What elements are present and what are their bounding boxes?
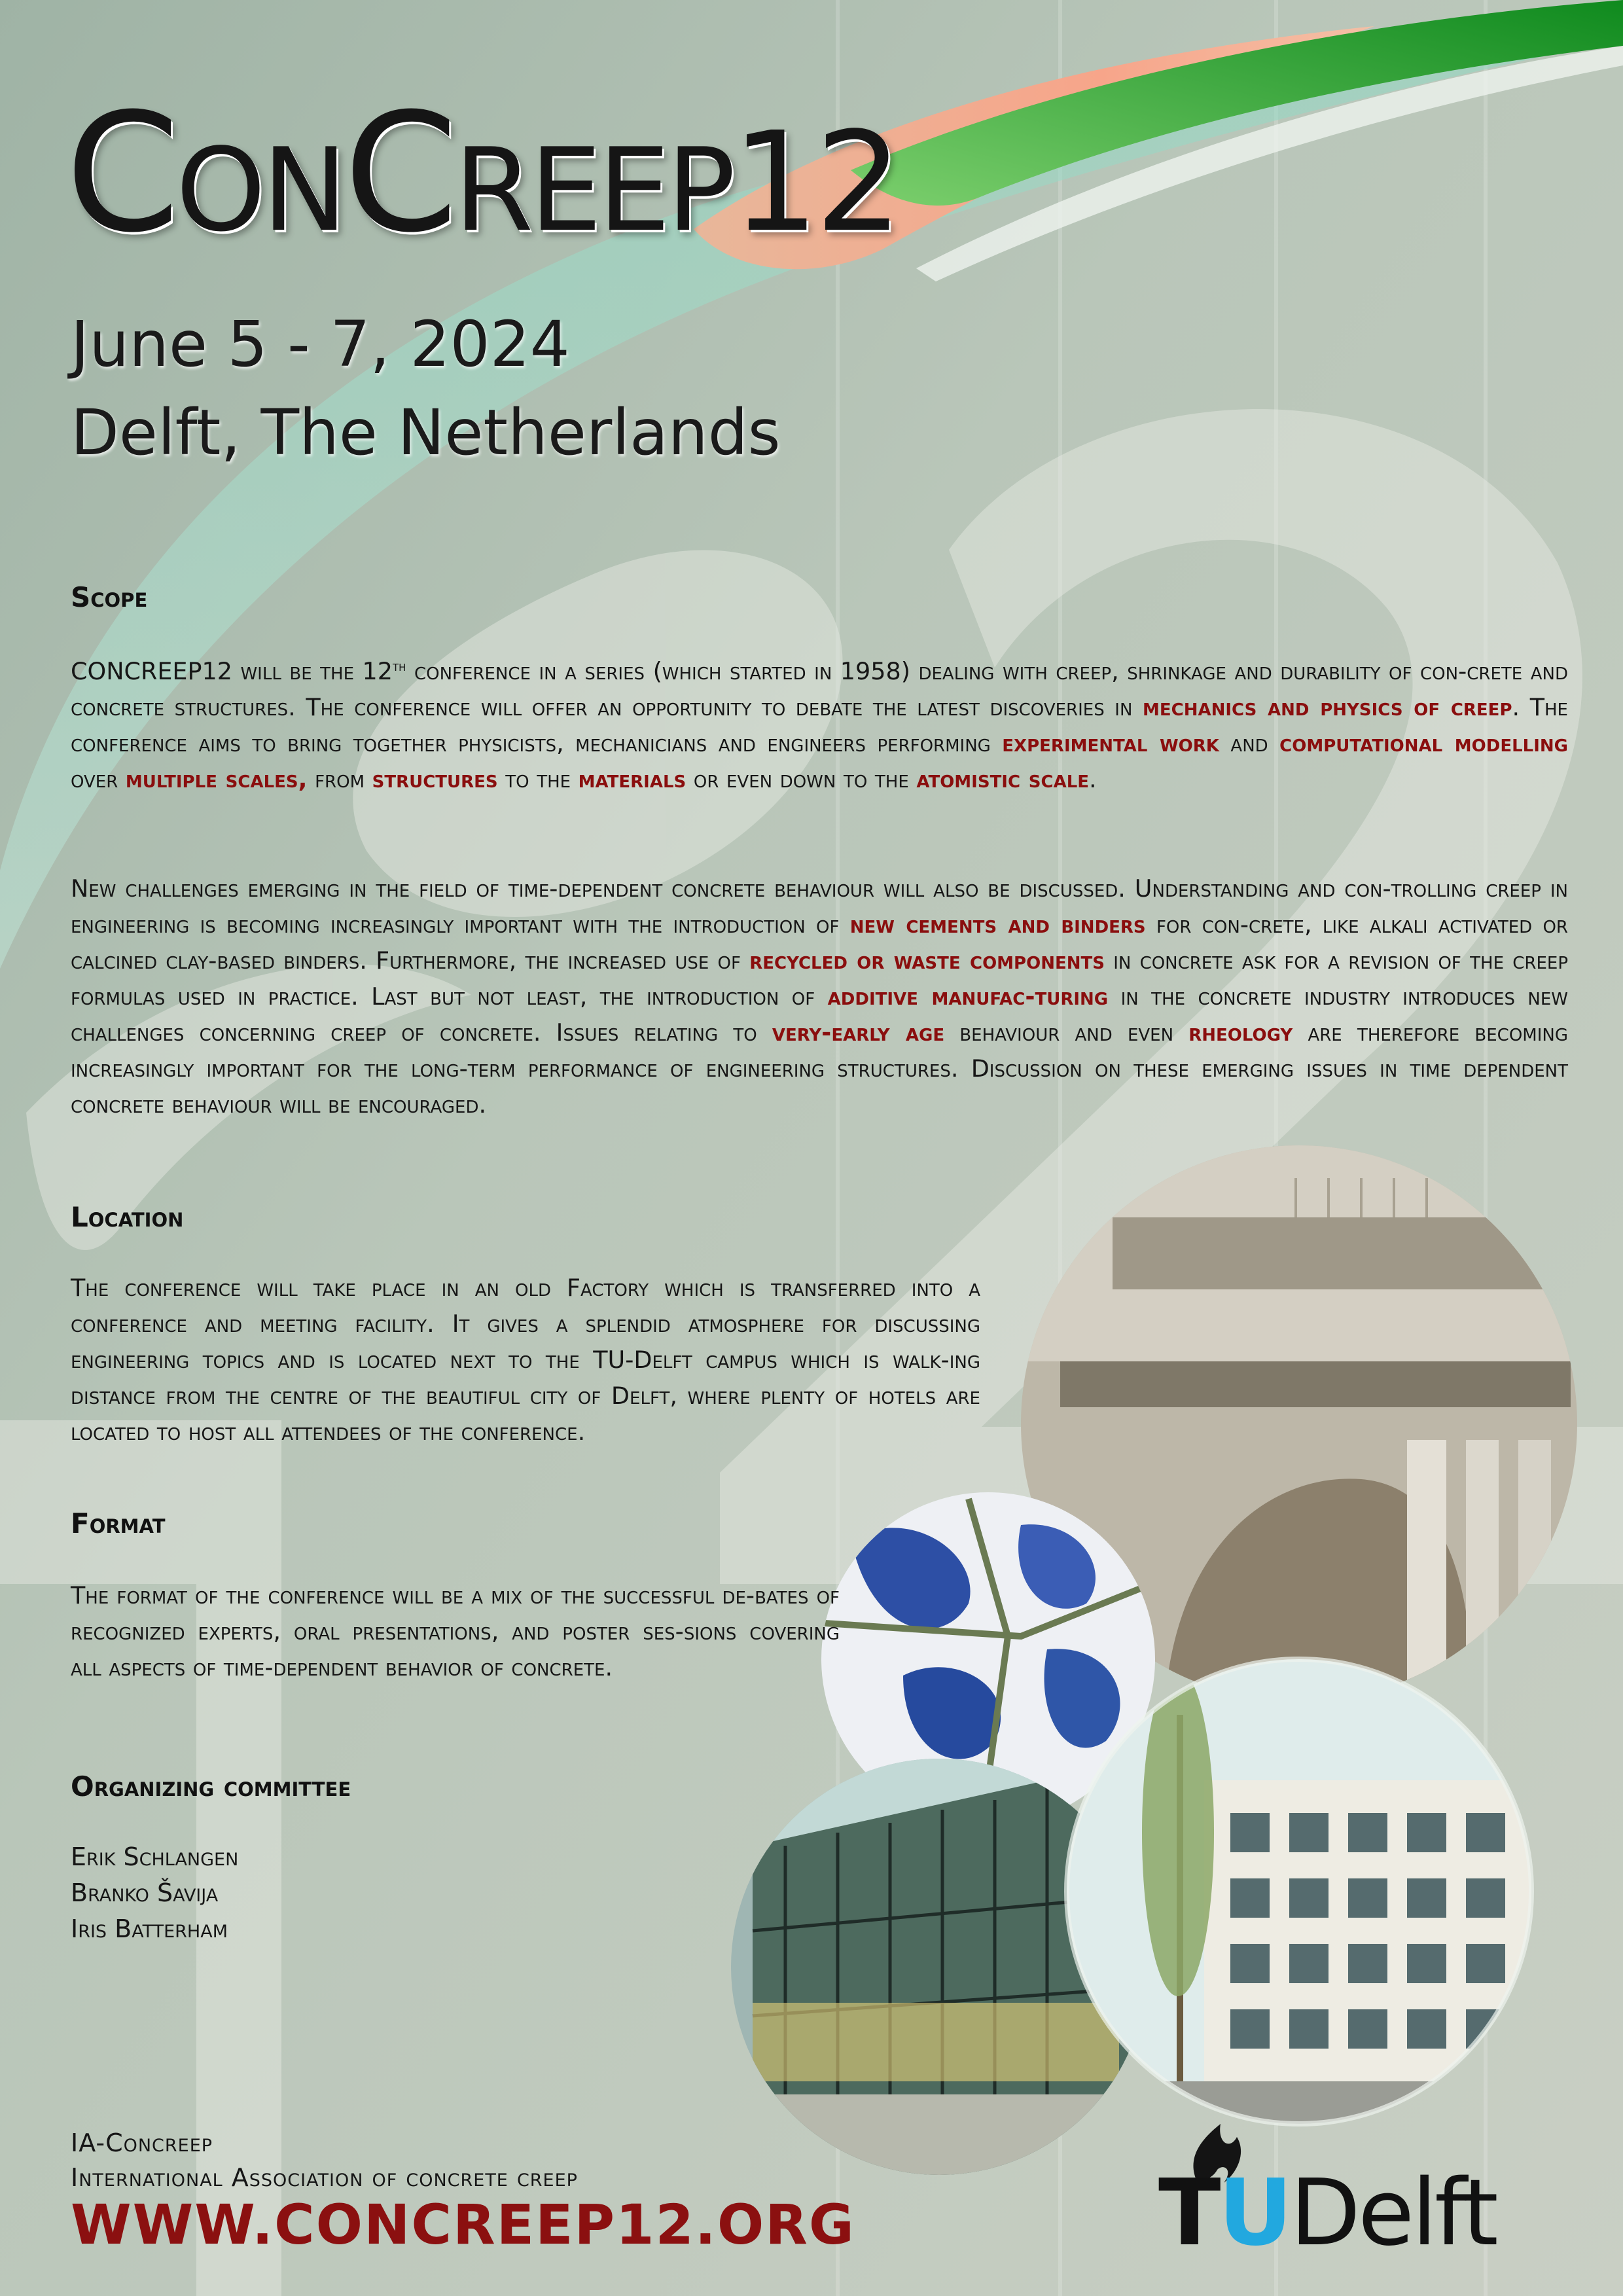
website-link[interactable]: WWW.CONCREEP12.ORG — [71, 2193, 855, 2257]
association-short-name: IA-Concreep — [71, 2128, 213, 2157]
logo-letter-t: T — [1158, 2160, 1219, 2267]
logo-letter-u: U — [1218, 2160, 1291, 2267]
title-main-text: ConCreep — [65, 78, 732, 268]
format-paragraph: The format of the conference will be a mix of the successful de-bates of recognized experts, oral presentations, and poster ses-sions covering all aspects of time-dependent behavior of concrete. — [71, 1581, 840, 1681]
committee-list — [71, 1839, 238, 1947]
committee-member: Erik Schlangen — [71, 1842, 239, 1871]
scope-paragraph-2: New challenges emerging in the field of time-dependent concrete behaviour will also be discussed. Understanding and con-trolling creep in engineering is becoming increasingly important with the introduction of new cements and binders for con-crete, like alkali activated or calcined clay-based binders. Furthermore, the increased use of recycled or waste components in concrete ask for a revision of the creep formulas used in practice. Last but not least, the introduction of additive manufac-turing in the concrete industry introduces new challenges concerning creep of concrete. Issues relating to very-early age behaviour and even rheology are therefore becoming increasingly important for the long-term performance of engineering structures. Discussion on these emerging issues in time dependent concrete behaviour will be encouraged. — [71, 874, 1568, 1119]
association-full-name: International Association of concrete creep — [71, 2163, 578, 2192]
scope-heading: Scope — [71, 581, 148, 613]
title-number: 12 — [732, 102, 899, 262]
scope-paragraph-1: CONCREEP12 will be the 12th conference in a series (which started in 1958) dealing with creep, shrinkage and durability of con-crete and concrete structures. The conference will offer an opportunity to debate the latest discoveries in mechanics and physics of creep. The conference aims to bring together physicists, mechanicians and engineers performing experimental work and computational modelling over multiple scales, from structures to the materials or even down to the atomistic scale. — [71, 657, 1568, 793]
location-heading: Location — [71, 1201, 184, 1233]
conference-date: June 5 - 7, 2024 — [71, 308, 570, 381]
committee-member: Iris Batterham — [71, 1914, 228, 1943]
format-heading: Format — [71, 1507, 166, 1539]
location-paragraph: The conference will take place in an old Factory which is transferred into a conference and meeting facility. It gives a splendid atmosphere for discussing engineering topics and is located next to the TU-Delft campus which is walk-ing distance from the centre of the beautiful city of Delft, where plenty of hotels are located to host all attendees of the conference. — [71, 1274, 980, 1446]
committee-heading: Organizing committee — [71, 1770, 351, 1803]
conference-title — [65, 78, 899, 268]
logo-word-delft: Delft — [1290, 2160, 1496, 2267]
committee-member: Branko Šavija — [71, 1878, 219, 1907]
conference-place: Delft, The Netherlands — [71, 396, 781, 469]
tu-delft-logo — [1158, 2160, 1496, 2267]
